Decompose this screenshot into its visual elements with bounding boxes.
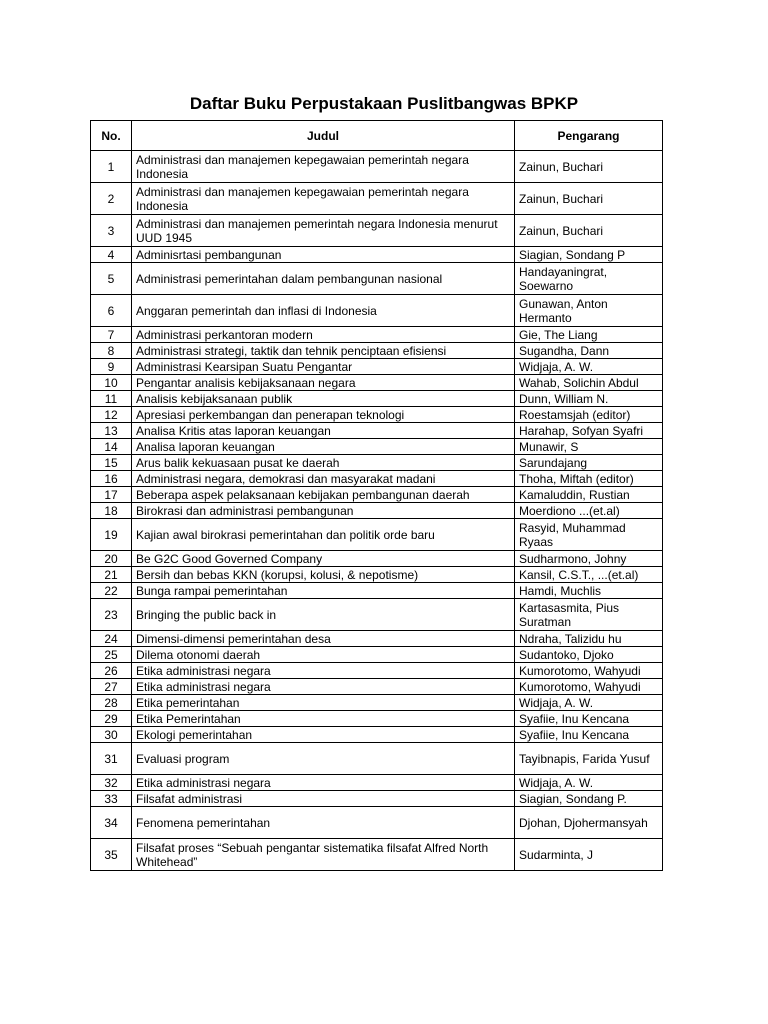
book-title: Kajian awal birokrasi pemerintahan dan politik orde baru	[132, 519, 515, 551]
table-row	[91, 839, 663, 871]
column-header-author: Pengarang	[515, 121, 663, 151]
book-author: Syafiie, Inu Kencana	[515, 727, 663, 743]
book-author: Harahap, Sofyan Syafri	[515, 423, 663, 439]
book-title: Administrasi pemerintahan dalam pembangunan nasional	[132, 263, 515, 295]
book-title: Administrasi Kearsipan Suatu Pengantar	[132, 359, 515, 375]
table-row	[91, 727, 663, 743]
row-number: 7	[91, 327, 132, 343]
book-author: Zainun, Buchari	[515, 215, 663, 247]
book-title: Dimensi-dimensi pemerintahan desa	[132, 631, 515, 647]
book-author: Kamaluddin, Rustian	[515, 487, 663, 503]
table-row	[91, 423, 663, 439]
book-author: Sudantoko, Djoko	[515, 647, 663, 663]
row-number: 34	[91, 807, 132, 839]
book-title: Fenomena pemerintahan	[132, 807, 515, 839]
row-number: 24	[91, 631, 132, 647]
book-author: Wahab, Solichin Abdul	[515, 375, 663, 391]
row-number: 28	[91, 695, 132, 711]
table-body	[91, 151, 663, 871]
row-number: 6	[91, 295, 132, 327]
book-author: Kumorotomo, Wahyudi	[515, 679, 663, 695]
table-row	[91, 295, 663, 327]
book-author: Sugandha, Dann	[515, 343, 663, 359]
book-title: Administrasi perkantoran modern	[132, 327, 515, 343]
book-author: Tayibnapis, Farida Yusuf	[515, 743, 663, 775]
book-title: Bunga rampai pemerintahan	[132, 583, 515, 599]
book-title: Etika administrasi negara	[132, 679, 515, 695]
table-row	[91, 455, 663, 471]
table-row	[91, 439, 663, 455]
row-number: 32	[91, 775, 132, 791]
book-title: Etika administrasi negara	[132, 663, 515, 679]
row-number: 16	[91, 471, 132, 487]
book-title: Pengantar analisis kebijaksanaan negara	[132, 375, 515, 391]
book-author: Rasyid, Muhammad Ryaas	[515, 519, 663, 551]
table-row	[91, 567, 663, 583]
column-header-no: No.	[91, 121, 132, 151]
row-number: 14	[91, 439, 132, 455]
book-author: Djohan, Djohermansyah	[515, 807, 663, 839]
table-row	[91, 791, 663, 807]
row-number: 3	[91, 215, 132, 247]
table-row	[91, 647, 663, 663]
book-title: Administrasi strategi, taktik dan tehnik penciptaan efisiensi	[132, 343, 515, 359]
book-author: Widjaja, A. W.	[515, 775, 663, 791]
book-title: Filsafat proses “Sebuah pengantar sistematika filsafat Alfred North Whitehead”	[132, 839, 515, 871]
book-author: Kansil, C.S.T., ...(et.al)	[515, 567, 663, 583]
row-number: 4	[91, 247, 132, 263]
book-author: Hamdi, Muchlis	[515, 583, 663, 599]
row-number: 8	[91, 343, 132, 359]
book-title: Bersih dan bebas KKN (korupsi, kolusi, & nepotisme)	[132, 567, 515, 583]
book-title: Etika pemerintahan	[132, 695, 515, 711]
book-author: Gie, The Liang	[515, 327, 663, 343]
column-header-title: Judul	[132, 121, 515, 151]
book-author: Moerdiono ...(et.al)	[515, 503, 663, 519]
book-author: Siagian, Sondang P	[515, 247, 663, 263]
page-title: Daftar Buku Perpustakaan Puslitbangwas BPKP	[189, 94, 579, 113]
table-row	[91, 519, 663, 551]
table-row	[91, 407, 663, 423]
book-title: Etika administrasi negara	[132, 775, 515, 791]
row-number: 19	[91, 519, 132, 551]
table-row	[91, 215, 663, 247]
row-number: 18	[91, 503, 132, 519]
book-title: Etika Pemerintahan	[132, 711, 515, 727]
table-row	[91, 551, 663, 567]
row-number: 15	[91, 455, 132, 471]
row-number: 29	[91, 711, 132, 727]
row-number: 20	[91, 551, 132, 567]
book-title: Ekologi pemerintahan	[132, 727, 515, 743]
book-title: Administrasi negara, demokrasi dan masyarakat madani	[132, 471, 515, 487]
book-title: Administrasi dan manajemen pemerintah negara Indonesia menurut UUD 1945	[132, 215, 515, 247]
book-title: Beberapa aspek pelaksanaan kebijakan pembangunan daerah	[132, 487, 515, 503]
row-number: 31	[91, 743, 132, 775]
book-table	[90, 120, 663, 871]
book-author: Zainun, Buchari	[515, 183, 663, 215]
table-row	[91, 807, 663, 839]
book-author: Syafiie, Inu Kencana	[515, 711, 663, 727]
book-title: Adminisrtasi pembangunan	[132, 247, 515, 263]
book-author: Widjaja, A. W.	[515, 359, 663, 375]
row-number: 12	[91, 407, 132, 423]
table-row	[91, 503, 663, 519]
table-row	[91, 711, 663, 727]
row-number: 27	[91, 679, 132, 695]
book-author: Dunn, William N.	[515, 391, 663, 407]
table-row	[91, 743, 663, 775]
book-title: Dilema otonomi daerah	[132, 647, 515, 663]
book-title: Apresiasi perkembangan dan penerapan teknologi	[132, 407, 515, 423]
table-row	[91, 631, 663, 647]
row-number: 26	[91, 663, 132, 679]
book-author: Handayaningrat, Soewarno	[515, 263, 663, 295]
book-title: Analisa Kritis atas laporan keuangan	[132, 423, 515, 439]
book-title: Bringing the public back in	[132, 599, 515, 631]
book-author: Sudarminta, J	[515, 839, 663, 871]
row-number: 2	[91, 183, 132, 215]
table-row	[91, 391, 663, 407]
table-row	[91, 183, 663, 215]
book-author: Widjaja, A. W.	[515, 695, 663, 711]
table-row	[91, 583, 663, 599]
book-title: Evaluasi program	[132, 743, 515, 775]
book-title: Analisa laporan keuangan	[132, 439, 515, 455]
table-row	[91, 343, 663, 359]
row-number: 9	[91, 359, 132, 375]
row-number: 25	[91, 647, 132, 663]
table-row	[91, 151, 663, 183]
table-row	[91, 663, 663, 679]
book-author: Sudharmono, Johny	[515, 551, 663, 567]
table-row	[91, 695, 663, 711]
table-row	[91, 679, 663, 695]
table-row	[91, 359, 663, 375]
book-title: Analisis kebijaksanaan publik	[132, 391, 515, 407]
row-number: 22	[91, 583, 132, 599]
row-number: 10	[91, 375, 132, 391]
book-author: Kartasasmita, Pius Suratman	[515, 599, 663, 631]
book-title: Be G2C Good Governed Company	[132, 551, 515, 567]
book-author: Kumorotomo, Wahyudi	[515, 663, 663, 679]
book-title: Birokrasi dan administrasi pembangunan	[132, 503, 515, 519]
table-header-row	[91, 121, 663, 151]
row-number: 23	[91, 599, 132, 631]
table-row	[91, 247, 663, 263]
book-title: Anggaran pemerintah dan inflasi di Indonesia	[132, 295, 515, 327]
table-row	[91, 327, 663, 343]
book-author: Gunawan, Anton Hermanto	[515, 295, 663, 327]
book-author: Sarundajang	[515, 455, 663, 471]
row-number: 1	[91, 151, 132, 183]
book-author: Roestamsjah (editor)	[515, 407, 663, 423]
book-title: Administrasi dan manajemen kepegawaian pemerintah negara Indonesia	[132, 151, 515, 183]
book-author: Ndraha, Talizidu hu	[515, 631, 663, 647]
table-row	[91, 375, 663, 391]
row-number: 33	[91, 791, 132, 807]
book-author: Munawir, S	[515, 439, 663, 455]
row-number: 30	[91, 727, 132, 743]
book-title: Filsafat administrasi	[132, 791, 515, 807]
table-row	[91, 775, 663, 791]
book-author: Zainun, Buchari	[515, 151, 663, 183]
book-title: Administrasi dan manajemen kepegawaian pemerintah negara Indonesia	[132, 183, 515, 215]
table-row	[91, 263, 663, 295]
table-row	[91, 599, 663, 631]
table-row	[91, 487, 663, 503]
row-number: 21	[91, 567, 132, 583]
row-number: 5	[91, 263, 132, 295]
book-title: Arus balik kekuasaan pusat ke daerah	[132, 455, 515, 471]
row-number: 17	[91, 487, 132, 503]
row-number: 13	[91, 423, 132, 439]
row-number: 35	[91, 839, 132, 871]
book-author: Thoha, Miftah (editor)	[515, 471, 663, 487]
book-author: Siagian, Sondang P.	[515, 791, 663, 807]
row-number: 11	[91, 391, 132, 407]
table-row	[91, 471, 663, 487]
